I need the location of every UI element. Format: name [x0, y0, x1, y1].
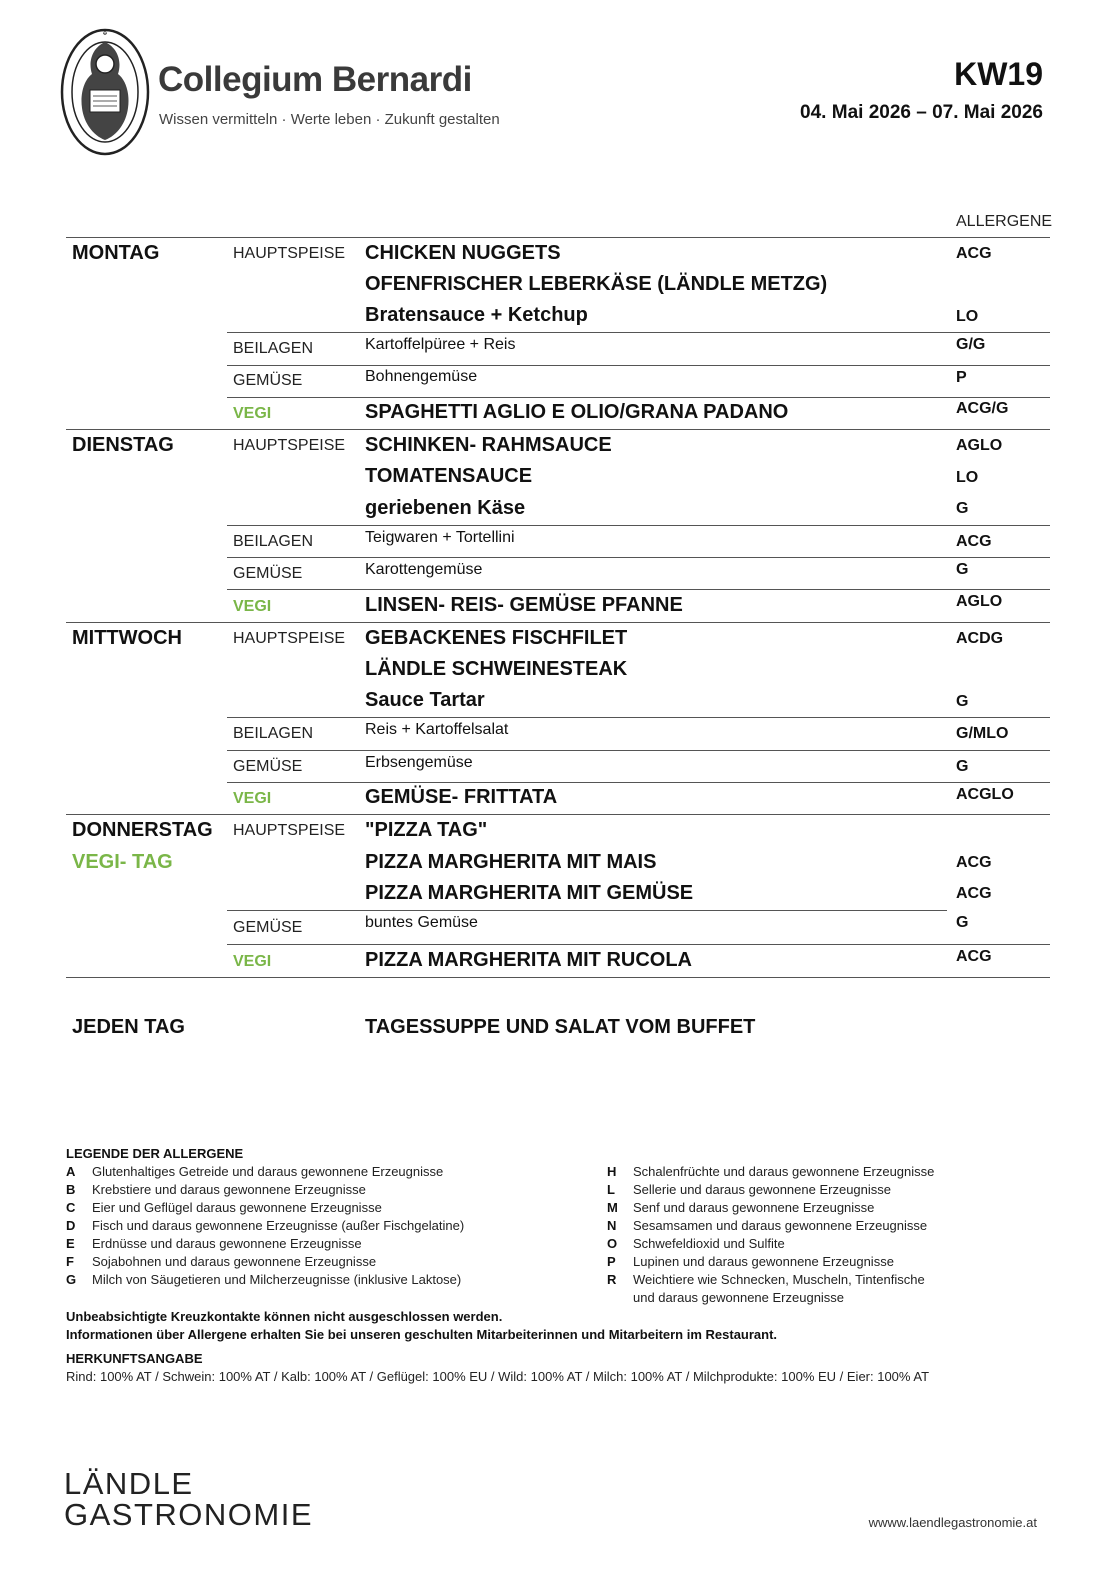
brand-name: Collegium Bernardi — [158, 60, 472, 99]
legend-text: Krebstiere und daraus gewonnene Erzeugnisse — [92, 1182, 366, 1197]
origin-title: HERKUNFTSANGABE — [66, 1351, 203, 1366]
category-gemuese: GEMÜSE — [233, 758, 303, 775]
main-dish: "PIZZA TAG" — [365, 819, 488, 841]
category-hauptspeise: HAUPTSPEISE — [233, 822, 346, 839]
legend-text: Schwefeldioxid und Sulfite — [633, 1236, 785, 1251]
row-divider — [227, 944, 1050, 945]
allergen-codes: ACG — [956, 245, 992, 262]
legend-code: P — [607, 1254, 616, 1269]
main-dish: OFENFRISCHER LEBERKÄSE (LÄNDLE METZG) — [365, 273, 828, 295]
vegetable-dish: buntes Gemüse — [365, 914, 478, 931]
row-divider — [227, 750, 1050, 751]
legend-text: Schalenfrüchte und daraus gewonnene Erzeugnisse — [633, 1164, 935, 1179]
allergen-codes: P — [956, 369, 967, 386]
allergen-codes: G — [956, 693, 969, 710]
day-divider — [66, 622, 1050, 623]
allergen-codes: ACGLO — [956, 786, 1014, 803]
main-dish: Bratensauce + Ketchup — [365, 304, 588, 326]
row-divider — [227, 910, 947, 911]
cross-contact-note: Unbeabsichtigte Kreuzkontakte können nicht ausgeschlossen werden. — [66, 1309, 503, 1324]
legend-code: D — [66, 1218, 76, 1233]
allergen-codes: LO — [956, 308, 979, 325]
day-label-mittwoch: MITTWOCH — [72, 627, 182, 649]
vegetable-dish: Erbsengemüse — [365, 754, 473, 771]
category-hauptspeise: HAUPTSPEISE — [233, 245, 346, 262]
row-divider — [227, 397, 1050, 398]
allergen-codes: G — [956, 914, 969, 931]
allergen-codes: G/MLO — [956, 725, 1009, 742]
category-beilagen: BEILAGEN — [233, 340, 314, 357]
legend-code: L — [607, 1182, 615, 1197]
row-divider — [66, 237, 1050, 238]
allergen-codes: ACG — [956, 885, 992, 902]
legend-text: Erdnüsse und daraus gewonnene Erzeugnisse — [92, 1236, 362, 1251]
origin-text: Rind: 100% AT / Schwein: 100% AT / Kalb: 100% AT / Geflügel: 100% EU / Wild: 100% AT / Milch: 100% AT / Milchprodukte: 100% EU / Eier: 100% AT — [66, 1369, 930, 1384]
main-dish: GEBACKENES FISCHFILET — [365, 627, 628, 649]
category-gemuese: GEMÜSE — [233, 919, 303, 936]
day-divider — [66, 814, 1050, 815]
legend-code: B — [66, 1182, 76, 1197]
allergen-codes: ACG/G — [956, 400, 1009, 417]
vegi-dish: LINSEN- REIS- GEMÜSE PFANNE — [365, 594, 683, 616]
legend-code: H — [607, 1164, 617, 1179]
legend-text: Fisch und daraus gewonnene Erzeugnisse (außer Fischgelatine) — [92, 1218, 465, 1233]
legend-code: G — [66, 1272, 77, 1287]
main-dish: PIZZA MARGHERITA MIT MAIS — [365, 851, 657, 873]
row-divider — [227, 365, 1050, 366]
main-dish: LÄNDLE SCHWEINESTEAK — [365, 658, 628, 680]
main-dish: geriebenen Käse — [365, 497, 526, 519]
legend-code: C — [66, 1200, 76, 1215]
day-label-donnerstag: DONNERSTAG — [72, 819, 213, 841]
every-day-offer: TAGESSUPPE UND SALAT VOM BUFFET — [365, 1016, 756, 1038]
main-dish: CHICKEN NUGGETS — [365, 242, 561, 264]
laendle-gastronomie-logo-line1: LÄNDLE — [64, 1466, 194, 1501]
laendle-gastronomie-logo-line2: GASTRONOMIE — [64, 1497, 314, 1532]
allergen-codes: AGLO — [956, 593, 1003, 610]
legend-code: N — [607, 1218, 617, 1233]
row-divider — [227, 557, 1050, 558]
category-beilagen: BEILAGEN — [233, 725, 314, 742]
category-gemuese: GEMÜSE — [233, 372, 303, 389]
allergen-info-note: Informationen über Allergene erhalten Sie bei unseren geschulten Mitarbeiterinnen und Mitarbeitern im Restaurant. — [66, 1327, 778, 1342]
main-dish: SCHINKEN- RAHMSAUCE — [365, 434, 612, 456]
legend-title: LEGENDE DER ALLERGENE — [66, 1146, 244, 1161]
legend-code: A — [66, 1164, 76, 1179]
legend-text: Sellerie und daraus gewonnene Erzeugnisse — [633, 1182, 892, 1197]
allergen-codes: ACG — [956, 854, 992, 871]
allergen-codes: G — [956, 758, 969, 775]
legend-text: Milch von Säugetieren und Milcherzeugnisse (inklusive Laktose) — [92, 1272, 462, 1287]
website-url[interactable]: wwww.laendlegastronomie.at — [868, 1515, 1037, 1530]
allergen-codes: G — [956, 500, 969, 517]
svg-text:✠: ✠ — [102, 31, 108, 37]
legend-text: Sojabohnen und daraus gewonnene Erzeugnisse — [92, 1254, 377, 1269]
category-vegi: VEGI — [233, 953, 272, 970]
day-label-dienstag: DIENSTAG — [72, 434, 174, 456]
allergen-codes: G — [956, 561, 969, 578]
legend-text: Sesamsamen und daraus gewonnene Erzeugnisse — [633, 1218, 928, 1233]
row-divider — [227, 525, 1050, 526]
row-divider — [227, 717, 1050, 718]
legend-text: Senf und daraus gewonnene Erzeugnisse — [633, 1200, 875, 1215]
side-dish: Kartoffelpüree + Reis — [365, 336, 516, 353]
day-divider — [66, 429, 1050, 430]
allergen-codes: AGLO — [956, 437, 1003, 454]
day-label-montag: MONTAG — [72, 242, 160, 264]
category-hauptspeise: HAUPTSPEISE — [233, 630, 346, 647]
week-number: KW19 — [954, 56, 1043, 92]
brand-tagline: Wissen vermitteln · Werte leben · Zukunft gestalten — [159, 111, 500, 128]
allergen-codes: ACG — [956, 533, 992, 550]
allergen-codes: ACDG — [956, 630, 1004, 647]
row-divider — [227, 782, 1050, 783]
legend-code: F — [66, 1254, 74, 1269]
legend-text: Lupinen und daraus gewonnene Erzeugnisse — [633, 1254, 894, 1269]
category-vegi: VEGI — [233, 598, 272, 615]
legend-code: R — [607, 1272, 617, 1287]
allergen-codes: G/G — [956, 336, 986, 353]
legend-text: Eier und Geflügel daraus gewonnene Erzeugnisse — [92, 1200, 382, 1215]
legend-text: und daraus gewonnene Erzeugnisse — [633, 1290, 845, 1305]
row-divider — [227, 332, 1050, 333]
legend-text: Weichtiere wie Schnecken, Muscheln, Tintenfische — [633, 1272, 925, 1287]
vegi-day-label: VEGI- TAG — [72, 851, 173, 873]
vegi-dish: PIZZA MARGHERITA MIT RUCOLA — [365, 949, 693, 971]
main-dish: PIZZA MARGHERITA MIT GEMÜSE — [365, 882, 694, 904]
day-divider — [66, 977, 1050, 978]
legend-code: E — [66, 1236, 75, 1251]
legend-code: M — [607, 1200, 618, 1215]
allergen-codes: LO — [956, 469, 979, 486]
category-vegi: VEGI — [233, 405, 272, 422]
category-hauptspeise: HAUPTSPEISE — [233, 437, 346, 454]
main-dish: Sauce Tartar — [365, 689, 485, 711]
vegi-dish: SPAGHETTI AGLIO E OLIO/GRANA PADANO — [365, 401, 789, 423]
side-dish: Teigwaren + Tortellini — [365, 529, 515, 546]
main-dish: TOMATENSAUCE — [365, 465, 533, 487]
category-beilagen: BEILAGEN — [233, 533, 314, 550]
legend-text: Glutenhaltiges Getreide und daraus gewonnene Erzeugnisse — [92, 1164, 444, 1179]
legend-code: O — [607, 1236, 618, 1251]
week-date-range: 04. Mai 2026 – 07. Mai 2026 — [800, 102, 1043, 123]
collegium-seal-logo — [60, 28, 150, 156]
row-divider — [227, 589, 1050, 590]
vegetable-dish: Karottengemüse — [365, 561, 483, 578]
vegetable-dish: Bohnengemüse — [365, 368, 478, 385]
category-vegi: VEGI — [233, 790, 272, 807]
allergene-column-header: ALLERGENE — [956, 213, 1053, 230]
category-gemuese: GEMÜSE — [233, 565, 303, 582]
allergen-codes: ACG — [956, 948, 992, 965]
every-day-label: JEDEN TAG — [72, 1016, 185, 1038]
vegi-dish: GEMÜSE- FRITTATA — [365, 786, 558, 808]
side-dish: Reis + Kartoffelsalat — [365, 721, 509, 738]
